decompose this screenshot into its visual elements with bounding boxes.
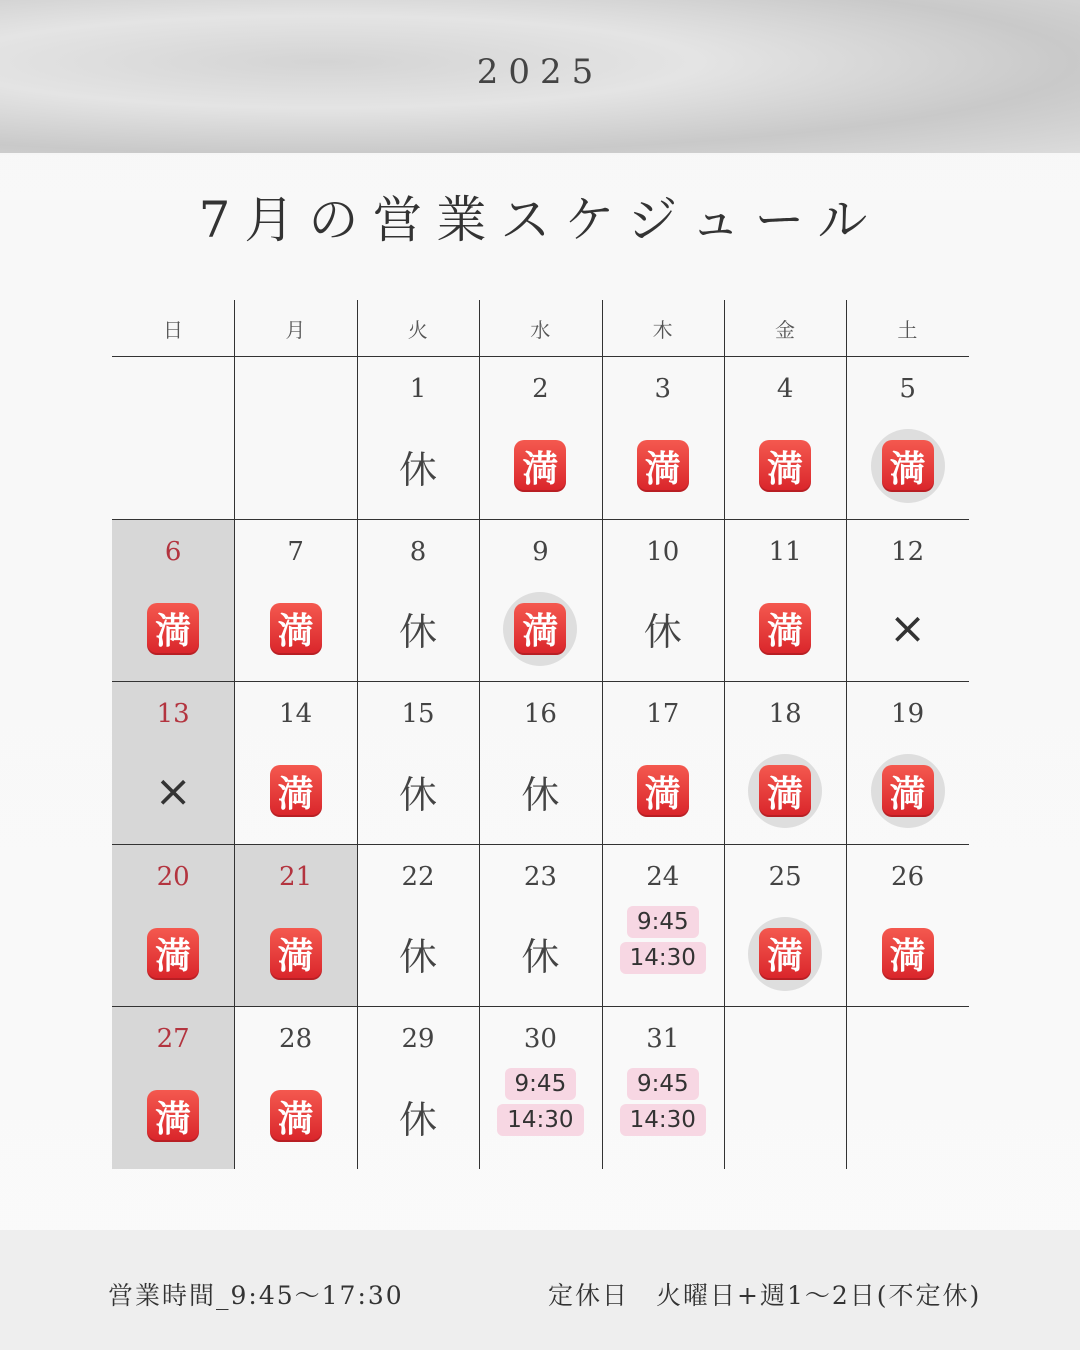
calendar-day-cell <box>357 356 479 519</box>
day-number: 24 <box>646 861 680 892</box>
calendar-day-cell <box>479 844 601 1007</box>
full-badge-icon: 満 <box>759 440 811 492</box>
calendar-day-cell <box>846 844 968 1007</box>
status-mark <box>724 591 846 667</box>
time-slots <box>479 1068 601 1136</box>
weekday-header: 月 <box>285 317 306 342</box>
full-badge-icon: 満 <box>637 765 689 817</box>
day-number: 12 <box>891 536 925 567</box>
badge-halo <box>503 592 577 666</box>
day-number: 4 <box>776 374 794 404</box>
calendar-day-cell <box>602 356 724 519</box>
full-badge-icon: 満 <box>759 765 811 817</box>
status-mark <box>234 591 356 667</box>
status-mark <box>846 753 968 829</box>
calendar-day-cell <box>846 519 968 682</box>
calendar-day-cell <box>846 1006 968 1169</box>
weekday-header: 火 <box>407 317 428 342</box>
calendar-day-cell <box>234 681 356 844</box>
calendar-day-cell <box>357 519 479 682</box>
calendar-day-cell <box>234 356 356 519</box>
status-mark <box>479 428 601 504</box>
status-mark <box>602 753 724 829</box>
full-badge-icon: 満 <box>637 440 689 492</box>
status-mark <box>357 428 479 504</box>
calendar-day-cell <box>112 1006 234 1169</box>
time-slot-pill[interactable]: 14:30 <box>497 1104 583 1136</box>
status-mark <box>479 753 601 829</box>
closed-label: 休 <box>643 610 682 655</box>
day-number: 2 <box>532 374 549 404</box>
day-number: 23 <box>523 861 557 892</box>
day-number: 13 <box>156 699 190 730</box>
full-badge-icon: 満 <box>270 765 322 817</box>
calendar-day-cell <box>357 681 479 844</box>
status-mark <box>602 591 724 667</box>
day-number: 27 <box>156 1024 190 1055</box>
calendar-day-cell <box>234 519 356 682</box>
closed-label: 休 <box>521 935 560 980</box>
status-mark <box>112 916 234 992</box>
closed-label: 休 <box>398 935 437 980</box>
calendar-day-cell <box>112 844 234 1007</box>
day-number: 9 <box>532 536 549 567</box>
calendar-day-cell <box>602 1006 724 1169</box>
weekday-header: 金 <box>775 317 795 342</box>
calendar-day-cell <box>479 1006 601 1169</box>
calendar-day-cell <box>479 681 601 844</box>
day-number: 15 <box>401 699 435 730</box>
weekday-header: 土 <box>897 317 918 342</box>
page-title: 7月の営業スケジュール <box>198 191 882 249</box>
day-number: 29 <box>401 1024 435 1055</box>
grid-line-vertical <box>724 300 725 1169</box>
full-badge-icon: 満 <box>882 928 934 980</box>
calendar-day-cell <box>112 681 234 844</box>
day-number: 7 <box>287 536 304 567</box>
grid-line-vertical <box>234 300 235 1169</box>
regular-holidays: 定休日 火曜日+週1〜2日(不定休) <box>548 1281 982 1310</box>
grid-line-horizontal <box>112 1006 969 1007</box>
weekday-header: 木 <box>652 317 673 342</box>
grid-line-horizontal <box>112 356 969 357</box>
closed-label: 休 <box>398 772 437 817</box>
grid-line-horizontal <box>112 844 969 845</box>
status-mark <box>846 916 968 992</box>
full-badge-icon: 満 <box>147 603 199 655</box>
day-number: 3 <box>654 374 672 404</box>
status-mark <box>479 916 601 992</box>
calendar-day-cell <box>479 356 601 519</box>
day-number: 26 <box>891 861 925 892</box>
status-mark <box>724 916 846 992</box>
full-badge-icon: 満 <box>147 1090 199 1142</box>
full-badge-icon: 満 <box>759 603 811 655</box>
time-slot-pill[interactable]: 14:30 <box>620 942 706 974</box>
full-badge-icon: 満 <box>882 765 934 817</box>
day-number: 16 <box>523 699 557 730</box>
closed-label: 休 <box>398 1097 437 1142</box>
grid-line-vertical <box>479 300 480 1169</box>
day-number: 14 <box>279 699 313 730</box>
status-mark <box>357 1078 479 1154</box>
day-number: 28 <box>279 1024 313 1055</box>
closed-label: 休 <box>398 447 437 492</box>
day-number: 5 <box>899 374 916 404</box>
calendar-day-cell <box>357 844 479 1007</box>
day-number: 10 <box>646 536 680 567</box>
status-mark <box>357 916 479 992</box>
day-number: 21 <box>279 861 313 892</box>
calendar-day-cell <box>724 844 846 1007</box>
badge-halo <box>748 917 822 991</box>
grid-line-vertical <box>357 300 358 1169</box>
weekday-header: 日 <box>163 317 183 342</box>
badge-halo <box>871 429 945 503</box>
time-slot-pill[interactable]: 14:30 <box>620 1104 706 1136</box>
day-number: 30 <box>523 1024 557 1055</box>
badge-halo <box>748 754 822 828</box>
calendar-day-cell <box>846 681 968 844</box>
day-number: 8 <box>409 536 427 567</box>
status-mark <box>357 753 479 829</box>
calendar-day-cell <box>724 1006 846 1169</box>
closed-label: 休 <box>521 772 560 817</box>
day-number: 20 <box>156 861 190 892</box>
business-hours: 営業時間_9:45〜17:30 <box>108 1281 404 1310</box>
status-mark <box>357 591 479 667</box>
calendar-day-cell <box>234 844 356 1007</box>
day-number: 17 <box>646 699 680 730</box>
status-mark <box>479 591 601 667</box>
full-badge-icon: 満 <box>882 440 934 492</box>
weekday-header: 水 <box>530 317 551 342</box>
year-label: 2025 <box>476 52 604 92</box>
calendar-day-cell <box>602 519 724 682</box>
calendar-day-cell <box>602 844 724 1007</box>
calendar-day-cell <box>602 681 724 844</box>
calendar-day-cell <box>357 1006 479 1169</box>
calendar-day-cell <box>846 356 968 519</box>
day-number: 31 <box>646 1024 680 1055</box>
badge-halo <box>871 754 945 828</box>
calendar-day-cell <box>724 681 846 844</box>
time-slot-pill[interactable]: 9:45 <box>505 1068 577 1100</box>
status-mark <box>724 753 846 829</box>
status-mark <box>112 753 234 829</box>
day-number: 25 <box>768 861 802 892</box>
calendar-day-cell <box>112 519 234 682</box>
cross-icon: × <box>154 765 192 817</box>
grid-line-horizontal <box>112 681 969 682</box>
full-badge-icon: 満 <box>147 928 199 980</box>
closed-label: 休 <box>398 610 437 655</box>
day-number: 22 <box>401 861 435 892</box>
grid-line-vertical <box>602 300 603 1169</box>
day-number: 18 <box>768 699 802 730</box>
day-number: 11 <box>768 536 802 567</box>
status-mark <box>846 428 968 504</box>
day-number: 19 <box>891 699 925 730</box>
grid-line-vertical <box>846 300 847 1169</box>
cross-icon: × <box>889 603 927 655</box>
time-slots <box>602 906 724 974</box>
status-mark <box>724 428 846 504</box>
time-slots <box>602 1068 724 1136</box>
full-badge-icon: 満 <box>514 440 566 492</box>
status-mark <box>112 591 234 667</box>
full-badge-icon: 満 <box>270 928 322 980</box>
status-mark <box>234 916 356 992</box>
calendar-day-cell <box>112 356 234 519</box>
calendar-day-cell <box>724 519 846 682</box>
status-mark <box>234 753 356 829</box>
full-badge-icon: 満 <box>514 603 566 655</box>
status-mark <box>602 428 724 504</box>
status-mark <box>112 1078 234 1154</box>
day-number: 6 <box>164 536 182 567</box>
time-slot-pill[interactable]: 9:45 <box>627 1068 699 1100</box>
calendar-grid <box>112 300 969 1169</box>
full-badge-icon: 満 <box>270 603 322 655</box>
full-badge-icon: 満 <box>759 928 811 980</box>
calendar-day-cell <box>479 519 601 682</box>
time-slot-pill[interactable]: 9:45 <box>627 906 699 938</box>
calendar-day-cell <box>724 356 846 519</box>
calendar-day-cell <box>234 1006 356 1169</box>
status-mark <box>234 1078 356 1154</box>
full-badge-icon: 満 <box>270 1090 322 1142</box>
status-mark <box>846 591 968 667</box>
day-number: 1 <box>409 374 427 404</box>
grid-line-horizontal <box>112 519 969 520</box>
